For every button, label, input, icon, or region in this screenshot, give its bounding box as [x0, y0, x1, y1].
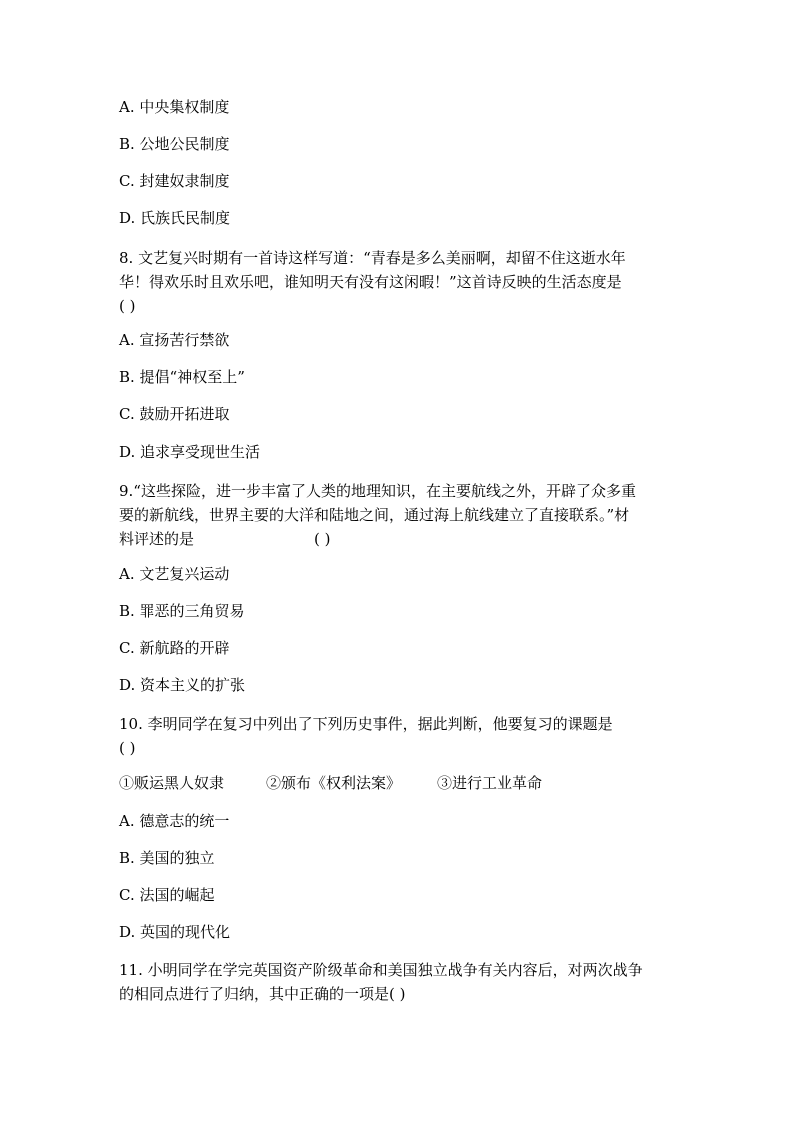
q9-stem	[119, 479, 679, 551]
q10-event-1: ①贩运黑人奴隶	[119, 774, 225, 792]
q11-stem-line-2: 的相同点进行了归纳，其中正确的一项是( )	[119, 985, 406, 1003]
q9-option-b: B. 罪恶的三角贸易	[119, 602, 245, 620]
q8-stem	[119, 246, 679, 318]
q9-option-a: A. 文艺复兴运动	[119, 565, 230, 583]
q7-option-a: A. 中央集权制度	[119, 98, 230, 116]
q7-option-d: D. 氏族氏民制度	[119, 209, 231, 227]
q10-answer-blank: ( )	[119, 739, 136, 757]
q10-option-c: C. 法国的崛起	[119, 886, 215, 904]
q8-option-a: A. 宣扬苦行禁欲	[119, 331, 230, 349]
q10-event-3: ③进行工业革命	[437, 774, 543, 792]
q10-stem-line-1: 10. 李明同学在复习中列出了下列历史事件，据此判断，他要复习的课题是	[119, 715, 613, 733]
q10-events	[119, 773, 542, 793]
q9-stem-line-1: 9.“这些探险，进一步丰富了人类的地理知识，在主要航线之外，开辟了众多重	[119, 482, 636, 500]
q8-answer-blank: ( )	[119, 297, 136, 315]
q10-stem	[119, 712, 679, 760]
q7-option-b: B. 公地公民制度	[119, 135, 230, 153]
q8-stem-line-1: 8. 文艺复兴时期有一首诗这样写道：“青春是多么美丽啊，却留不住这逝水年	[119, 249, 626, 267]
q9-answer-blank: ( )	[314, 530, 331, 548]
q11-stem	[119, 958, 679, 1006]
q11-stem-line-1: 11. 小明同学在学完英国资产阶级革命和美国独立战争有关内容后，对两次战争	[119, 961, 643, 979]
q9-stem-line-2: 要的新航线，世界主要的大洋和陆地之间，通过海上航线建立了直接联系。”材	[119, 506, 630, 524]
q9-stem-line-3	[119, 527, 679, 551]
q7-option-c: C. 封建奴隶制度	[119, 172, 230, 190]
q9-option-d: D. 资本主义的扩张	[119, 676, 246, 694]
q8-stem-line-2: 华！得欢乐时且欢乐吧，谁知明天有没有这闲暇！”这首诗反映的生活态度是	[119, 273, 622, 291]
q10-option-d: D. 英国的现代化	[119, 923, 231, 941]
q10-option-a: A. 德意志的统一	[119, 812, 230, 830]
q10-option-b: B. 美国的独立	[119, 849, 215, 867]
q8-option-b: B. 提倡“神权至上”	[119, 368, 245, 386]
q9-option-c: C. 新航路的开辟	[119, 639, 230, 657]
q10-event-2: ②颁布《权利法案》	[266, 774, 402, 792]
q8-option-d: D. 追求享受现世生活	[119, 443, 261, 461]
q8-option-c: C. 鼓励开拓进取	[119, 405, 230, 423]
q9-stem-line-3-text: 料评述的是	[119, 530, 195, 548]
